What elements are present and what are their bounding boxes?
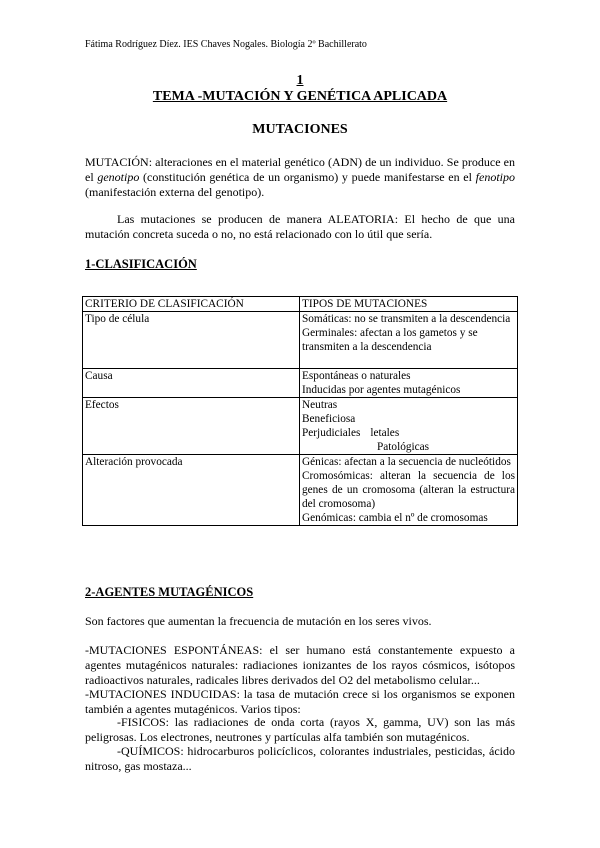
type-item: Cromosómicas: alteran la secuencia de los genes de un cromosoma (alteran la estructura del cromosoma) [302,470,515,510]
physical-agents: -FISICOS: las radiaciones de onda corta (rayos X, gamma, UV) son las más peligrosas. Los electrones, neutrones y partículas alfa también son mutagénicos. [85,715,515,744]
agents-intro: Son factores que aumentan la frecuencia de mutación en los seres vivos. [85,614,432,628]
topic-number: 1 [296,73,304,88]
table-row [83,398,518,455]
section-agentes: 2-AGENTES MUTAGÉNICOS [85,585,254,599]
fenotipo-term: fenotipo [475,170,515,184]
document-title: TEMA -MUTACIÓN Y GENÉTICA APLICADA [152,89,448,104]
section-subtitle: MUTACIONES [252,122,348,137]
table-row [83,455,518,526]
type-item: Beneficiosa [302,413,356,425]
definition-text-c: (manifestación externa del genotipo). [85,185,265,199]
type-item: Genómicas: cambia el nº de cromosomas [302,512,488,524]
types-cell [300,398,518,455]
definition-text-b: (constitución genética de un organismo) y puede manifestarse en el [139,170,476,184]
randomness-paragraph: Las mutaciones se producen de manera ALEATORIA: El hecho de que una mutación concreta suceda o no, no está relacionado con lo útil que sería. [85,212,515,241]
type-item: Génicas: afectan a la secuencia de nucleótidos [302,456,511,468]
table-row [83,369,518,398]
criterion-cell: Causa [83,369,300,398]
chemical-agents: -QUÍMICOS: hidrocarburos policíclicos, colorantes industriales, pesticidas, ácido nitroso, gas mostaza... [85,744,515,773]
section-clasificacion: 1-CLASIFICACIÓN [85,257,197,271]
type-letales: letales [370,427,400,439]
mutation-definition [85,155,515,200]
type-item: Germinales: afectan a los gametos y se transmiten a la descendencia [302,327,478,353]
header-criterion: CRITERIO DE CLASIFICACIÓN [83,297,300,312]
table-header-row [83,297,518,312]
spontaneous-mutations: -MUTACIONES ESPONTÁNEAS: el ser humano está constantemente expuesto a agentes mutagénicos naturales: radiaciones ionizantes de los rayos cósmicos, isótopos radioactivos naturales, radicales libres derivados del O2 del metabolismo celular... [85,643,515,687]
type-perjudiciales: Perjudiciales [302,427,361,439]
types-cell [300,369,518,398]
type-item: Espontáneas o naturales [302,370,411,382]
type-patologicas: Patológicas [377,441,430,453]
header-types: TIPOS DE MUTACIONES [300,297,518,312]
type-item: Neutras [302,399,338,411]
page-header: Fátima Rodríguez Díez. IES Chaves Nogales. Biología 2º Bachillerato [85,39,367,50]
type-item: Somáticas: no se transmiten a la descendencia [302,313,511,325]
types-cell [300,455,518,526]
type-item [302,426,515,440]
criterion-cell: Tipo de célula [83,312,300,369]
criterion-cell: Alteración provocada [83,455,300,526]
classification-table [82,296,518,526]
type-item: Inducidas por agentes mutagénicos [302,384,461,396]
criterion-cell: Efectos [83,398,300,455]
types-cell [300,312,518,369]
table-row [83,312,518,369]
definition-text-a: MUTACIÓN: alteraciones en el material genético (ADN) de un individuo. Se produce en el [85,155,515,184]
genotipo-term: genotipo [97,170,140,184]
induced-mutations: -MUTACIONES INDUCIDAS: la tasa de mutación crece si los organismos se exponen también a agentes mutagénicos. Varios tipos: [85,687,515,716]
